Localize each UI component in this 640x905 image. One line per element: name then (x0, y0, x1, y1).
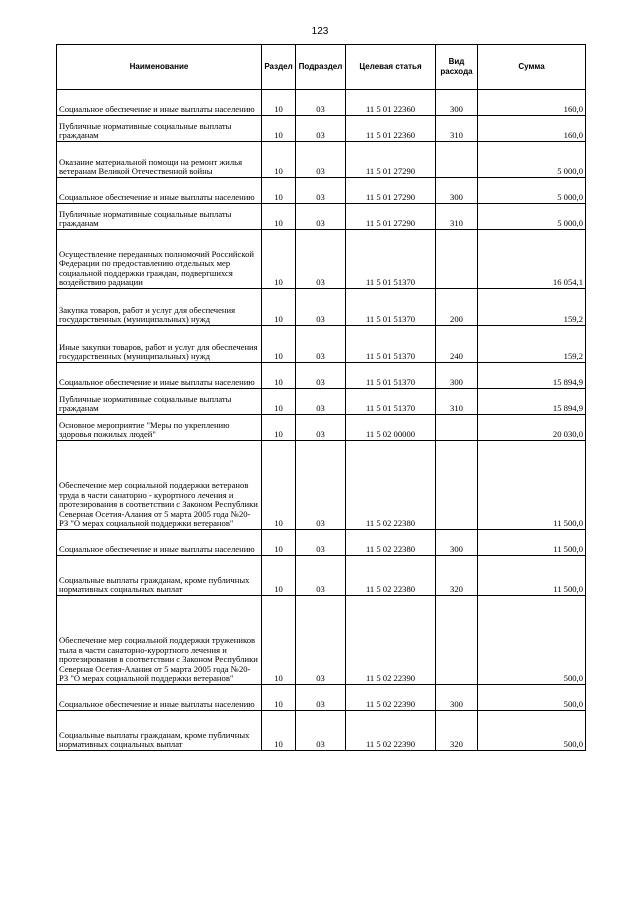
table-row (57, 441, 586, 530)
cell-target-item: 11 5 01 27290 (346, 204, 436, 230)
table-row (57, 178, 586, 204)
cell-name: Обеспечение мер социальной поддержки тружеников тыла в части санаторно-курортного лечения и протезирования в соответствии с Законом Республики Северная Осетия-Алания от 5 марта 2005 года №20-РЗ "О мерах социальной поддержки ветеранов" (57, 596, 262, 685)
table-row (57, 389, 586, 415)
cell-expense-type: 320 (436, 556, 478, 596)
cell-amount: 5 000,0 (478, 178, 586, 204)
cell-expense-type (436, 415, 478, 441)
cell-amount: 11 500,0 (478, 556, 586, 596)
cell-name: Социальные выплаты гражданам, кроме публичных нормативных социальных выплат (57, 711, 262, 751)
table-row (57, 685, 586, 711)
cell-target-item: 11 5 01 51370 (346, 389, 436, 415)
cell-section: 10 (262, 441, 296, 530)
cell-name: Социальное обеспечение и иные выплаты населению (57, 530, 262, 556)
cell-name: Социальное обеспечение и иные выплаты населению (57, 90, 262, 116)
cell-amount: 159,2 (478, 289, 586, 326)
cell-expense-type: 200 (436, 289, 478, 326)
cell-name: Обеспечение мер социальной поддержки ветеранов труда в части санаторно - курортного лечения и протезирования в соответствии с Законом Республики Северная Осетия-Алания от 5 марта 2005 года №20-РЗ "О мерах социальной поддержки ветеранов" (57, 441, 262, 530)
cell-name: Социальное обеспечение и иные выплаты населению (57, 178, 262, 204)
cell-subsection: 03 (296, 596, 346, 685)
cell-target-item: 11 5 01 51370 (346, 326, 436, 363)
cell-target-item: 11 5 02 22380 (346, 441, 436, 530)
cell-target-item: 11 5 02 00000 (346, 415, 436, 441)
cell-amount: 11 500,0 (478, 530, 586, 556)
cell-section: 10 (262, 289, 296, 326)
cell-amount: 16 054,1 (478, 230, 586, 289)
cell-name: Закупка товаров, работ и услуг для обеспечения государственных (муниципальных) нужд (57, 289, 262, 326)
cell-amount: 5 000,0 (478, 204, 586, 230)
cell-name: Социальное обеспечение и иные выплаты населению (57, 363, 262, 389)
cell-section: 10 (262, 415, 296, 441)
cell-expense-type: 240 (436, 326, 478, 363)
cell-expense-type (436, 441, 478, 530)
table-row (57, 230, 586, 289)
cell-expense-type: 310 (436, 204, 478, 230)
page-number: 123 (311, 26, 329, 37)
cell-subsection: 03 (296, 530, 346, 556)
cell-section: 10 (262, 204, 296, 230)
cell-subsection: 03 (296, 685, 346, 711)
cell-expense-type: 300 (436, 90, 478, 116)
cell-section: 10 (262, 142, 296, 178)
cell-expense-type (436, 230, 478, 289)
cell-target-item: 11 5 02 22390 (346, 596, 436, 685)
table-row (57, 711, 586, 751)
cell-target-item: 11 5 02 22390 (346, 711, 436, 751)
cell-amount: 5 000,0 (478, 142, 586, 178)
cell-expense-type: 300 (436, 363, 478, 389)
cell-target-item: 11 5 02 22390 (346, 685, 436, 711)
cell-amount: 500,0 (478, 596, 586, 685)
column-header-subsection: Подраздел (296, 45, 346, 90)
cell-section: 10 (262, 230, 296, 289)
table-row (57, 326, 586, 363)
cell-name: Социальное обеспечение и иные выплаты населению (57, 685, 262, 711)
cell-section: 10 (262, 178, 296, 204)
budget-table (56, 44, 586, 751)
cell-subsection: 03 (296, 711, 346, 751)
cell-name: Основное мероприятие "Меры по укреплению здоровья пожилых людей" (57, 415, 262, 441)
table-body (57, 90, 586, 751)
cell-section: 10 (262, 685, 296, 711)
column-header-name: Наименование (57, 45, 262, 90)
column-header-amount: Сумма (478, 45, 586, 90)
cell-subsection: 03 (296, 230, 346, 289)
cell-target-item: 11 5 01 22360 (346, 90, 436, 116)
cell-expense-type: 300 (436, 530, 478, 556)
cell-target-item: 11 5 01 22360 (346, 116, 436, 142)
cell-section: 10 (262, 389, 296, 415)
table-row (57, 363, 586, 389)
cell-name: Иные закупки товаров, работ и услуг для обеспечения государственных (муниципальных) нужд (57, 326, 262, 363)
cell-amount: 15 894,9 (478, 389, 586, 415)
cell-name: Публичные нормативные социальные выплаты гражданам (57, 204, 262, 230)
cell-target-item: 11 5 01 51370 (346, 363, 436, 389)
cell-expense-type: 300 (436, 178, 478, 204)
cell-section: 10 (262, 90, 296, 116)
cell-subsection: 03 (296, 142, 346, 178)
cell-section: 10 (262, 116, 296, 142)
cell-amount: 11 500,0 (478, 441, 586, 530)
cell-section: 10 (262, 711, 296, 751)
cell-target-item: 11 5 01 27290 (346, 142, 436, 178)
cell-subsection: 03 (296, 363, 346, 389)
cell-subsection: 03 (296, 556, 346, 596)
table-row (57, 90, 586, 116)
table-row (57, 530, 586, 556)
cell-expense-type (436, 596, 478, 685)
table-header-row (57, 45, 586, 90)
cell-expense-type: 310 (436, 116, 478, 142)
cell-subsection: 03 (296, 441, 346, 530)
cell-expense-type (436, 142, 478, 178)
cell-subsection: 03 (296, 389, 346, 415)
cell-subsection: 03 (296, 326, 346, 363)
table-row (57, 116, 586, 142)
cell-subsection: 03 (296, 178, 346, 204)
cell-subsection: 03 (296, 116, 346, 142)
cell-amount: 160,0 (478, 116, 586, 142)
cell-name: Социальные выплаты гражданам, кроме публичных нормативных социальных выплат (57, 556, 262, 596)
cell-section: 10 (262, 556, 296, 596)
cell-section: 10 (262, 530, 296, 556)
cell-amount: 500,0 (478, 711, 586, 751)
table-row (57, 596, 586, 685)
table-row (57, 204, 586, 230)
cell-target-item: 11 5 02 22380 (346, 556, 436, 596)
cell-target-item: 11 5 01 51370 (346, 230, 436, 289)
cell-amount: 20 030,0 (478, 415, 586, 441)
cell-name: Публичные нормативные социальные выплаты гражданам (57, 116, 262, 142)
cell-target-item: 11 5 01 27290 (346, 178, 436, 204)
column-header-section: Раздел (262, 45, 296, 90)
table-row (57, 142, 586, 178)
cell-amount: 500,0 (478, 685, 586, 711)
cell-subsection: 03 (296, 90, 346, 116)
cell-section: 10 (262, 363, 296, 389)
cell-expense-type: 300 (436, 685, 478, 711)
cell-name: Публичные нормативные социальные выплаты гражданам (57, 389, 262, 415)
cell-section: 10 (262, 596, 296, 685)
table-row (57, 556, 586, 596)
cell-amount: 160,0 (478, 90, 586, 116)
column-header-target-item: Целевая статья (346, 45, 436, 90)
cell-expense-type: 320 (436, 711, 478, 751)
cell-amount: 15 894,9 (478, 363, 586, 389)
column-header-expense-type: Вид расхода (436, 45, 478, 90)
cell-subsection: 03 (296, 204, 346, 230)
cell-subsection: 03 (296, 289, 346, 326)
cell-amount: 159,2 (478, 326, 586, 363)
cell-expense-type: 310 (436, 389, 478, 415)
cell-target-item: 11 5 02 22380 (346, 530, 436, 556)
cell-name: Оказание материальной помощи на ремонт жилья ветеранам Великой Отечественной войны (57, 142, 262, 178)
table-row (57, 415, 586, 441)
cell-target-item: 11 5 01 51370 (346, 289, 436, 326)
table-row (57, 289, 586, 326)
cell-name: Осуществление переданных полномочий Российской Федерации по предоставлению отдельных мер социальной поддержки граждан, подвергшихся воздействию радиации (57, 230, 262, 289)
cell-section: 10 (262, 326, 296, 363)
cell-subsection: 03 (296, 415, 346, 441)
